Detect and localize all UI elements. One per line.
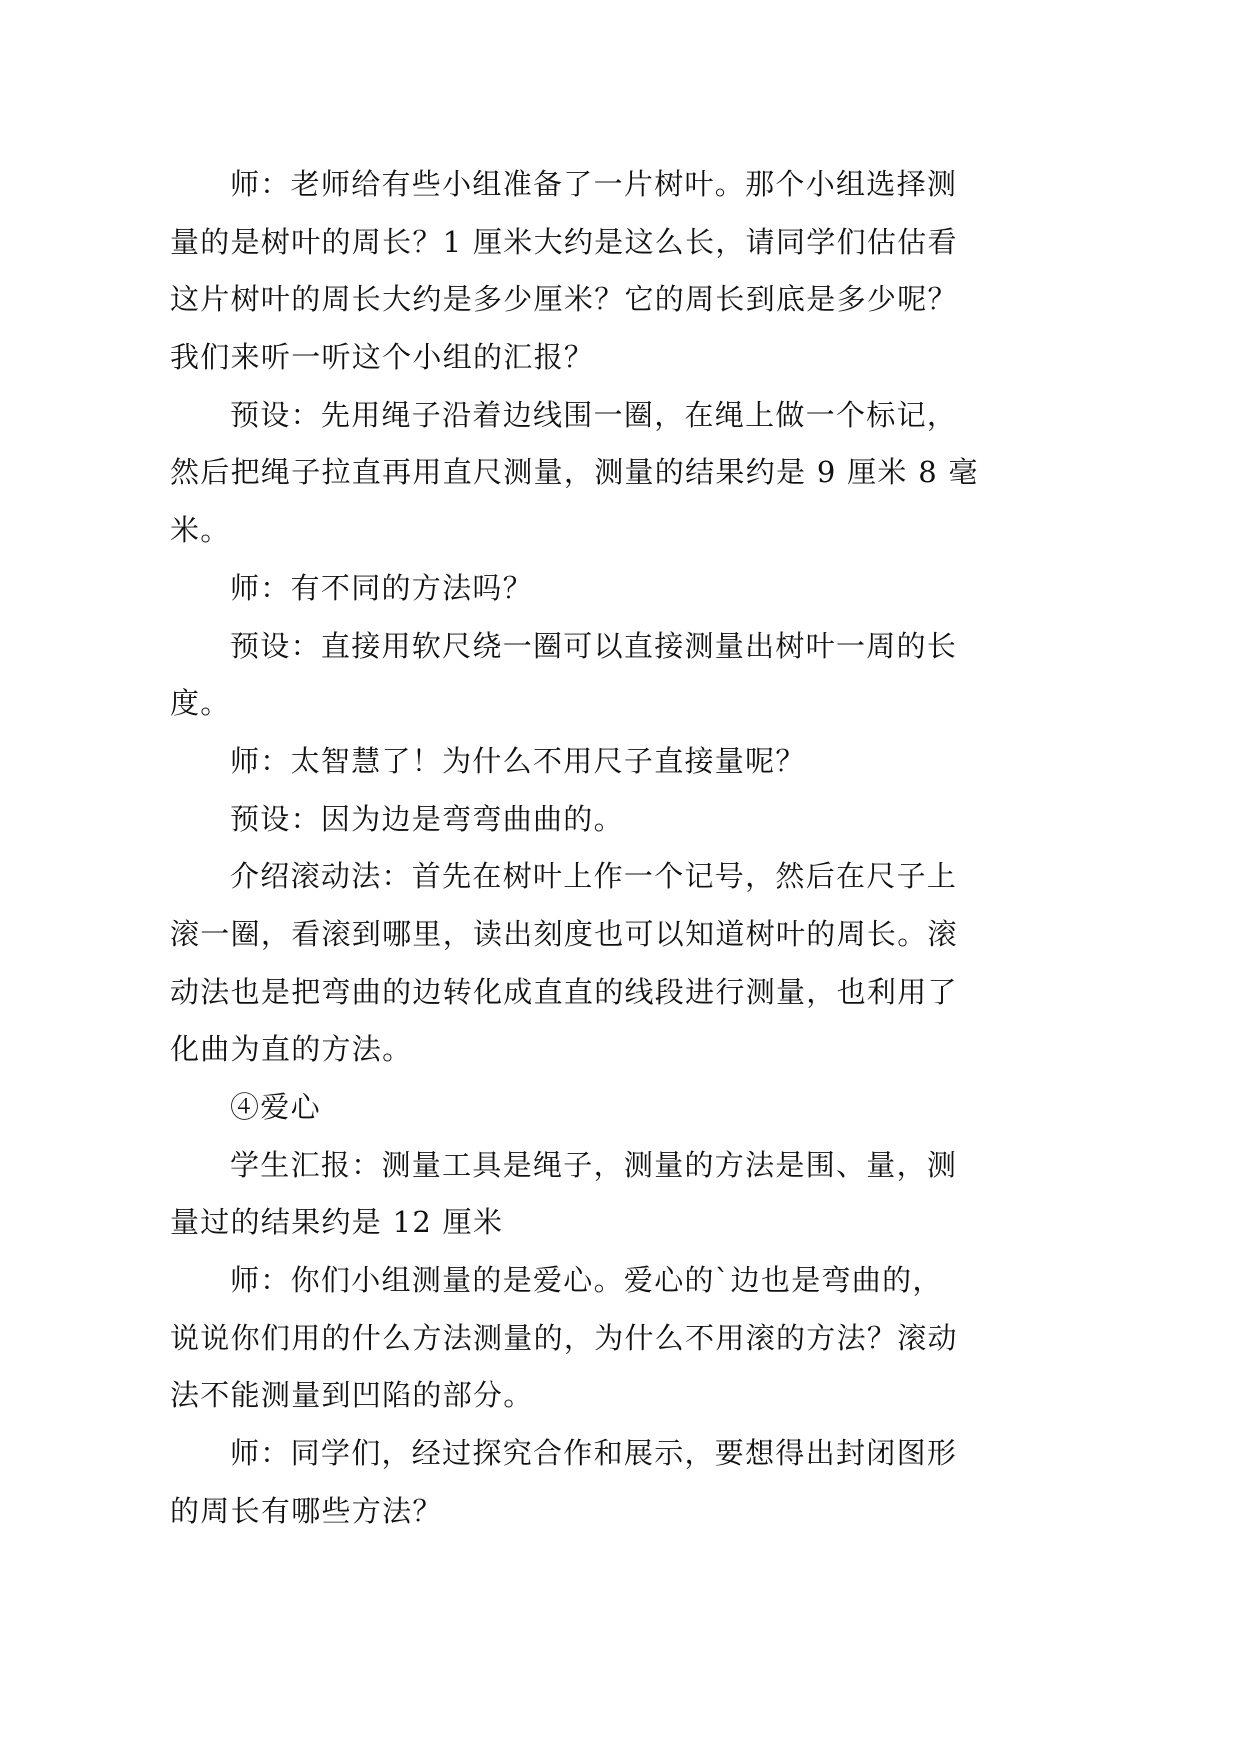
text-line: 动法也是把弯曲的边转化成直直的线段进行测量，也利用了 <box>170 974 958 1009</box>
text-line: 量过的结果约是 12 厘米 <box>170 1205 504 1240</box>
paragraph-leaf-question <box>170 156 1241 387</box>
text-line: 化曲为直的方法。 <box>170 1032 413 1067</box>
text-line: 然后把绳子拉直再用直尺测量，测量的结果约是 9 厘米 8 毫 <box>170 455 979 490</box>
section-heading: ④爱心 <box>230 1090 321 1124</box>
paragraph-other-methods <box>170 560 1241 618</box>
paragraph-curved-edge <box>170 791 1241 849</box>
text-line: 米。 <box>170 513 231 548</box>
paragraph-tape-method <box>170 618 1241 733</box>
text-line: 我们来听一听这个小组的汇报？ <box>170 340 595 375</box>
text-line: 预设：先用绳子沿着边线围一圈，在绳上做一个标记， <box>230 397 958 432</box>
text-line: 度。 <box>170 686 231 721</box>
text-line: 滚一圈，看滚到哪里，读出刻度也可以知道树叶的周长。滚 <box>170 916 958 951</box>
text-line: 预设：直接用软尺绕一圈可以直接测量出树叶一周的长 <box>230 628 958 663</box>
text-line: 法不能测量到凹陷的部分。 <box>170 1378 534 1413</box>
paragraph-heart-discussion <box>170 1252 1241 1425</box>
paragraph-summary-question <box>170 1425 1241 1540</box>
paragraph-heart-heading <box>170 1079 1241 1137</box>
text-line: 师：太智慧了！为什么不用尺子直接量呢？ <box>230 743 806 778</box>
text-line: 说说你们用的什么方法测量的，为什么不用滚的方法？滚动 <box>170 1320 958 1355</box>
text-line: 学生汇报：测量工具是绳子，测量的方法是围、量，测 <box>230 1147 958 1182</box>
paragraph-student-report <box>170 1137 1241 1252</box>
paragraph-teacher-praise <box>170 733 1241 791</box>
text-line: 师：有不同的方法吗？ <box>230 570 534 605</box>
text-line: 介绍滚动法：首先在树叶上作一个记号，然后在尺子上 <box>230 859 958 894</box>
paragraph-rope-method <box>170 387 1241 560</box>
text-line: 师：老师给有些小组准备了一片树叶。那个小组选择测 <box>230 167 958 201</box>
text-line: 师：同学们，经过探究合作和展示，要想得出封闭图形 <box>230 1436 958 1471</box>
text-line: 预设：因为边是弯弯曲曲的。 <box>230 801 624 836</box>
paragraph-rolling-method <box>170 848 1241 1079</box>
text-line: 这片树叶的周长大约是多少厘米？它的周长到底是多少呢？ <box>170 282 958 317</box>
text-line: 师：你们小组测量的是爱心。爱心的`边也是弯曲的， <box>230 1263 943 1298</box>
text-line: 的周长有哪些方法？ <box>170 1493 443 1528</box>
text-line: 量的是树叶的周长？1 厘米大约是这么长，请同学们估估看 <box>170 224 958 259</box>
